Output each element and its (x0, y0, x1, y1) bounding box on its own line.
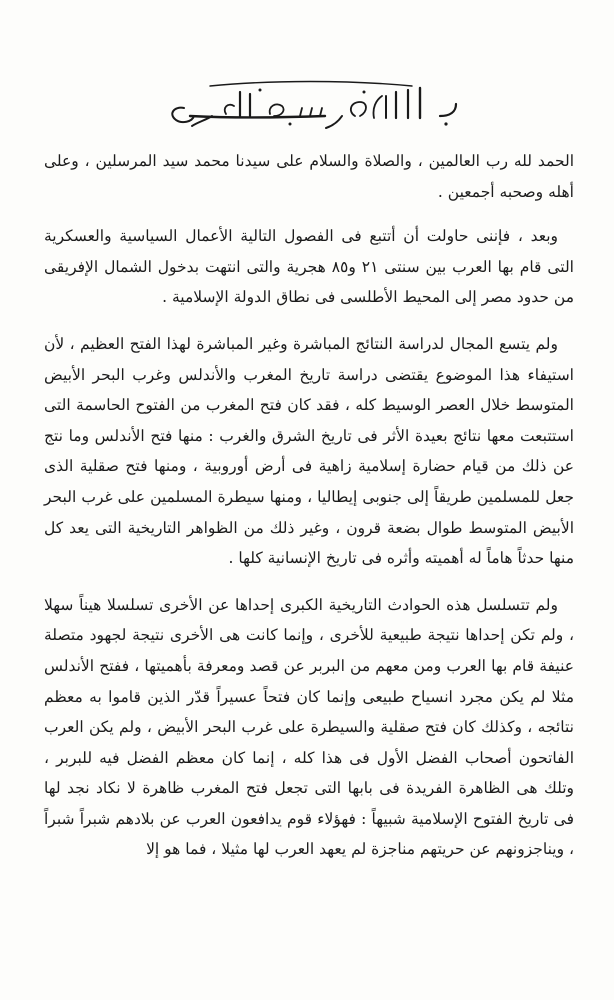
paragraph-opening: الحمد لله رب العالمين ، والصلاة والسلام على سيدنا محمد سيد المرسلين ، وعلى أهله وصحبه أجمعين . (44, 152, 574, 201)
basmala-calligraphy (150, 78, 470, 134)
paragraph-scope: ولم يتسع المجال لدراسة النتائج المباشرة وغير المباشرة لهذا الفتح العظيم ، لأن استيفاء هذا الموضوع يقتضى دراسة تاريخ المغرب والأندلس وغرب البحر الأبيض المتوسط خلال العصر الوسيط كله ، فقد كان فتح المغرب من الفتوح الحاسمة التى استتبعت معها نتائج بعيدة الأثر فى تاريخ الشرق والغرب : منها فتح الأندلس وما نتج عن ذلك من قيام حضارة إسلامية زاهية فى أرض أوروبية ، ومنها فتح صقلية الذى جعل للمسلمين طريقاً إلى جنوبى إيطاليا ، ومنها سيطرة المسلمين على غرب البحر الأبيض المتوسط طوال بضعة قرون ، وغير ذلك من الظواهر التاريخية التى يعد كل منها حدثاً هاماً له أهميته وأثره فى تاريخ الإنسانية كلها . (44, 334, 574, 568)
body-text (44, 146, 574, 865)
paragraph-events: ولم تتسلسل هذه الحوادث التاريخية الكبرى إحداها عن الأخرى تسلسلا هيناً سهلا ، ولم تكن إحداها نتيجة طبيعية للأخرى ، وإنما كانت هى الأخرى نتيجة لجهود متصلة عنيفة قام بها العرب ومن معهم من البربر عن قصد ومعرفة بأهميتها ، ففتح الأندلس مثلا لم يكن مجرد انسياح طبيعى وإنما كان فتحاً عسيراً قدّر الذين قاموا به معظم نتائجه ، وكذلك كان فتح صقلية والسيطرة على غرب البحر الأبيض ، ولم يكن العرب الفاتحون أصحاب الفضل الأول فى هذا كله ، إنما كان معظم الفضل فيه للبربر ، وتلك هى الظاهرة الفريدة فى بابها التى تجعل فتح المغرب ظاهرة لا نكاد نجد لها فى تاريخ الفتوح الإسلامية شبيهاً : فهؤلاء قوم يدافعون العرب عن بلادهم شبراً شبراً ، ويناجزونهم عن حريتهم مناجزة لم يعهد العرب لها مثيلا ، فما هو إلا (44, 595, 574, 859)
basmala-calligraphy-drawing (150, 78, 470, 134)
paragraph-introduction: وبعد ، فإننى حاولت أن أتتبع فى الفصول التالية الأعمال السياسية والعسكرية التى قام بها العرب بين سنتى ٢١ و٨٥ هجرية والتى انتهت بدخول الشمال الإفريقى من حدود مصر إلى المحيط الأطلسى فى نطاق الدولة الإسلامية . (44, 227, 574, 307)
